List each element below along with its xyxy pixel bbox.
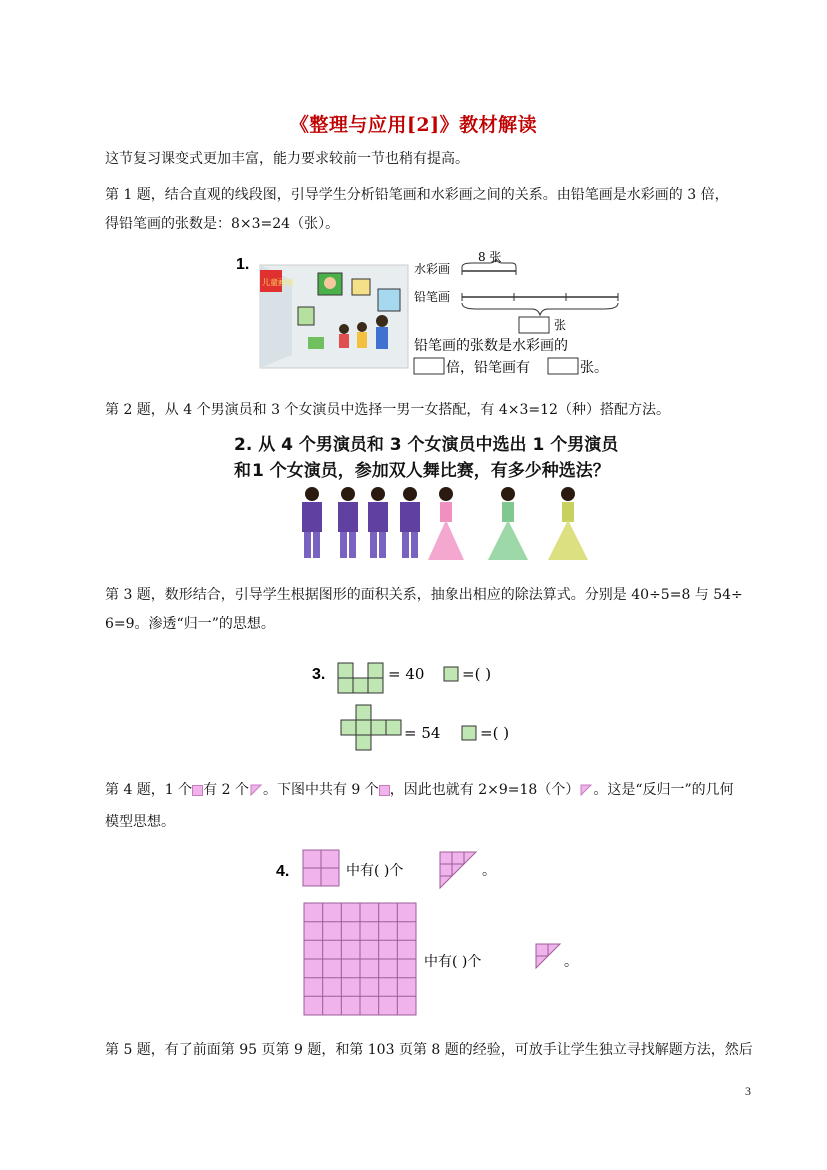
- blank-2: =( ): [480, 724, 510, 742]
- adult-head: [376, 315, 388, 327]
- paragraph-2: 第 2 题，从 4 个男演员和 3 个女演员中选择一男一女搭配，有 4×3=12（种）搭配方法。: [105, 402, 670, 418]
- exhibition-sign-text: 儿童画展: [262, 278, 294, 287]
- bottom-brace: [462, 303, 618, 315]
- equation-1: = 40: [388, 665, 425, 683]
- p4-text-a: 第 4 题，1 个: [105, 782, 193, 798]
- child-head-1: [339, 324, 349, 334]
- large-grid-6x6: [304, 903, 416, 1015]
- figure-4-number: 4.: [276, 863, 290, 880]
- figure-4-end-2: 。: [564, 954, 578, 970]
- figure-1: [232, 245, 632, 380]
- paragraph-5: 第 5 题，有了前面第 95 页第 9 题，和第 103 页第 8 题的经验，可放手让学生独立寻找解题方法，然后: [105, 1042, 753, 1058]
- adult-body: [376, 327, 388, 349]
- figure-1-number: 1.: [236, 256, 250, 273]
- figure-2-line-1: 2. 从 4 个男演员和 3 个女演员中选出 1 个男演员和: [234, 435, 619, 481]
- figure-1-illustration: [232, 245, 632, 380]
- paragraph-intro: 这节复习课变式更加丰富，能力要求较前一节也稍有提高。: [105, 151, 469, 167]
- p4-text-b: 有 2 个: [203, 782, 249, 798]
- painting-face: [324, 277, 336, 289]
- figure-4-text-1: 中有( )个: [346, 863, 404, 879]
- painting-frame-4: [298, 307, 314, 325]
- male-dancer-1: [302, 487, 322, 558]
- blank-1: =( ): [462, 665, 492, 683]
- triangle-shape-1: [440, 852, 476, 888]
- paragraph-3-line2: 6=9。渗透“归一”的思想。: [105, 616, 275, 632]
- triangle-shape-2: [536, 944, 560, 968]
- page-number: 3: [745, 1084, 751, 1098]
- male-dancer-3: [368, 487, 388, 558]
- female-dancer-yellow: [548, 487, 588, 560]
- label-watercolor: 水彩画: [414, 262, 451, 276]
- equation-2: = 54: [404, 724, 441, 742]
- small-grid-2x2: [303, 850, 339, 886]
- female-dancer-green: [488, 487, 528, 560]
- paragraph-3-line1: 第 3 题，数形结合，引导学生根据图形的面积关系，抽象出相应的除法算式。分别是 40÷5=8 与 54÷: [105, 587, 743, 603]
- figure-3: [310, 655, 550, 755]
- small-square-icon: [379, 785, 390, 796]
- paragraph-4-line1: [105, 778, 755, 802]
- figure-4-shapes: [270, 848, 610, 1020]
- figure-4-end-1: 。: [482, 863, 496, 879]
- female-dancer-pink: [428, 487, 464, 560]
- p4-text-e: 。这是“反归一”的几何: [593, 782, 734, 798]
- paragraph-1-line2: 得铅笔画的张数是：8×3=24（张）。: [105, 216, 340, 232]
- figure-3-number: 3.: [312, 666, 326, 683]
- paragraph-1-line1: 第 1 题，结合直观的线段图，引导学生分析铅笔画和水彩画之间的关系。由铅笔画是水彩画的 3 倍，: [105, 187, 729, 203]
- figure-2: [232, 430, 632, 565]
- child-body-2: [357, 332, 367, 348]
- male-dancer-4: [400, 487, 420, 558]
- u-shape: [338, 663, 383, 693]
- dancers-illustration: [288, 484, 618, 564]
- child-body-1: [339, 334, 349, 348]
- plant-pot: [308, 337, 324, 349]
- sentence-line-2a: 倍，铅笔画有: [446, 360, 530, 376]
- paragraph-4-line2: 模型思想。: [105, 814, 175, 830]
- painting-frame-3: [378, 289, 400, 311]
- small-triangle-icon: [579, 783, 593, 797]
- unit-square-1: [444, 667, 458, 681]
- p4-text-c: 。下图中共有 9 个: [262, 782, 379, 798]
- figure-3-shapes: [310, 655, 550, 755]
- painting-frame-2: [352, 279, 370, 295]
- figure-4: [270, 848, 610, 1020]
- figure-2-line-2: 1 个女演员，参加双人舞比赛，有多少种选法？: [252, 461, 610, 481]
- cross-shape: [341, 705, 401, 750]
- sentence-line-1: 铅笔画的张数是水彩画的: [414, 338, 568, 354]
- small-square-icon: [192, 785, 203, 796]
- answer-box-times: [414, 358, 444, 374]
- page-title: 《整理与应用[2]》教材解读: [289, 114, 538, 136]
- brace-label: 8 张: [478, 250, 502, 264]
- p4-text-d: ，因此也就有 2×9=18（个）: [389, 782, 580, 798]
- male-dancer-2: [338, 487, 358, 558]
- unit-label: 张: [554, 318, 567, 332]
- label-pencil: 铅笔画: [414, 290, 451, 304]
- answer-box-total: [519, 317, 549, 333]
- sentence-line-2b: 张。: [580, 360, 608, 376]
- child-head-2: [357, 322, 367, 332]
- small-triangle-icon: [249, 783, 263, 797]
- unit-square-2: [462, 726, 476, 740]
- answer-box-count: [548, 358, 578, 374]
- figure-4-text-2: 中有( )个: [424, 954, 482, 970]
